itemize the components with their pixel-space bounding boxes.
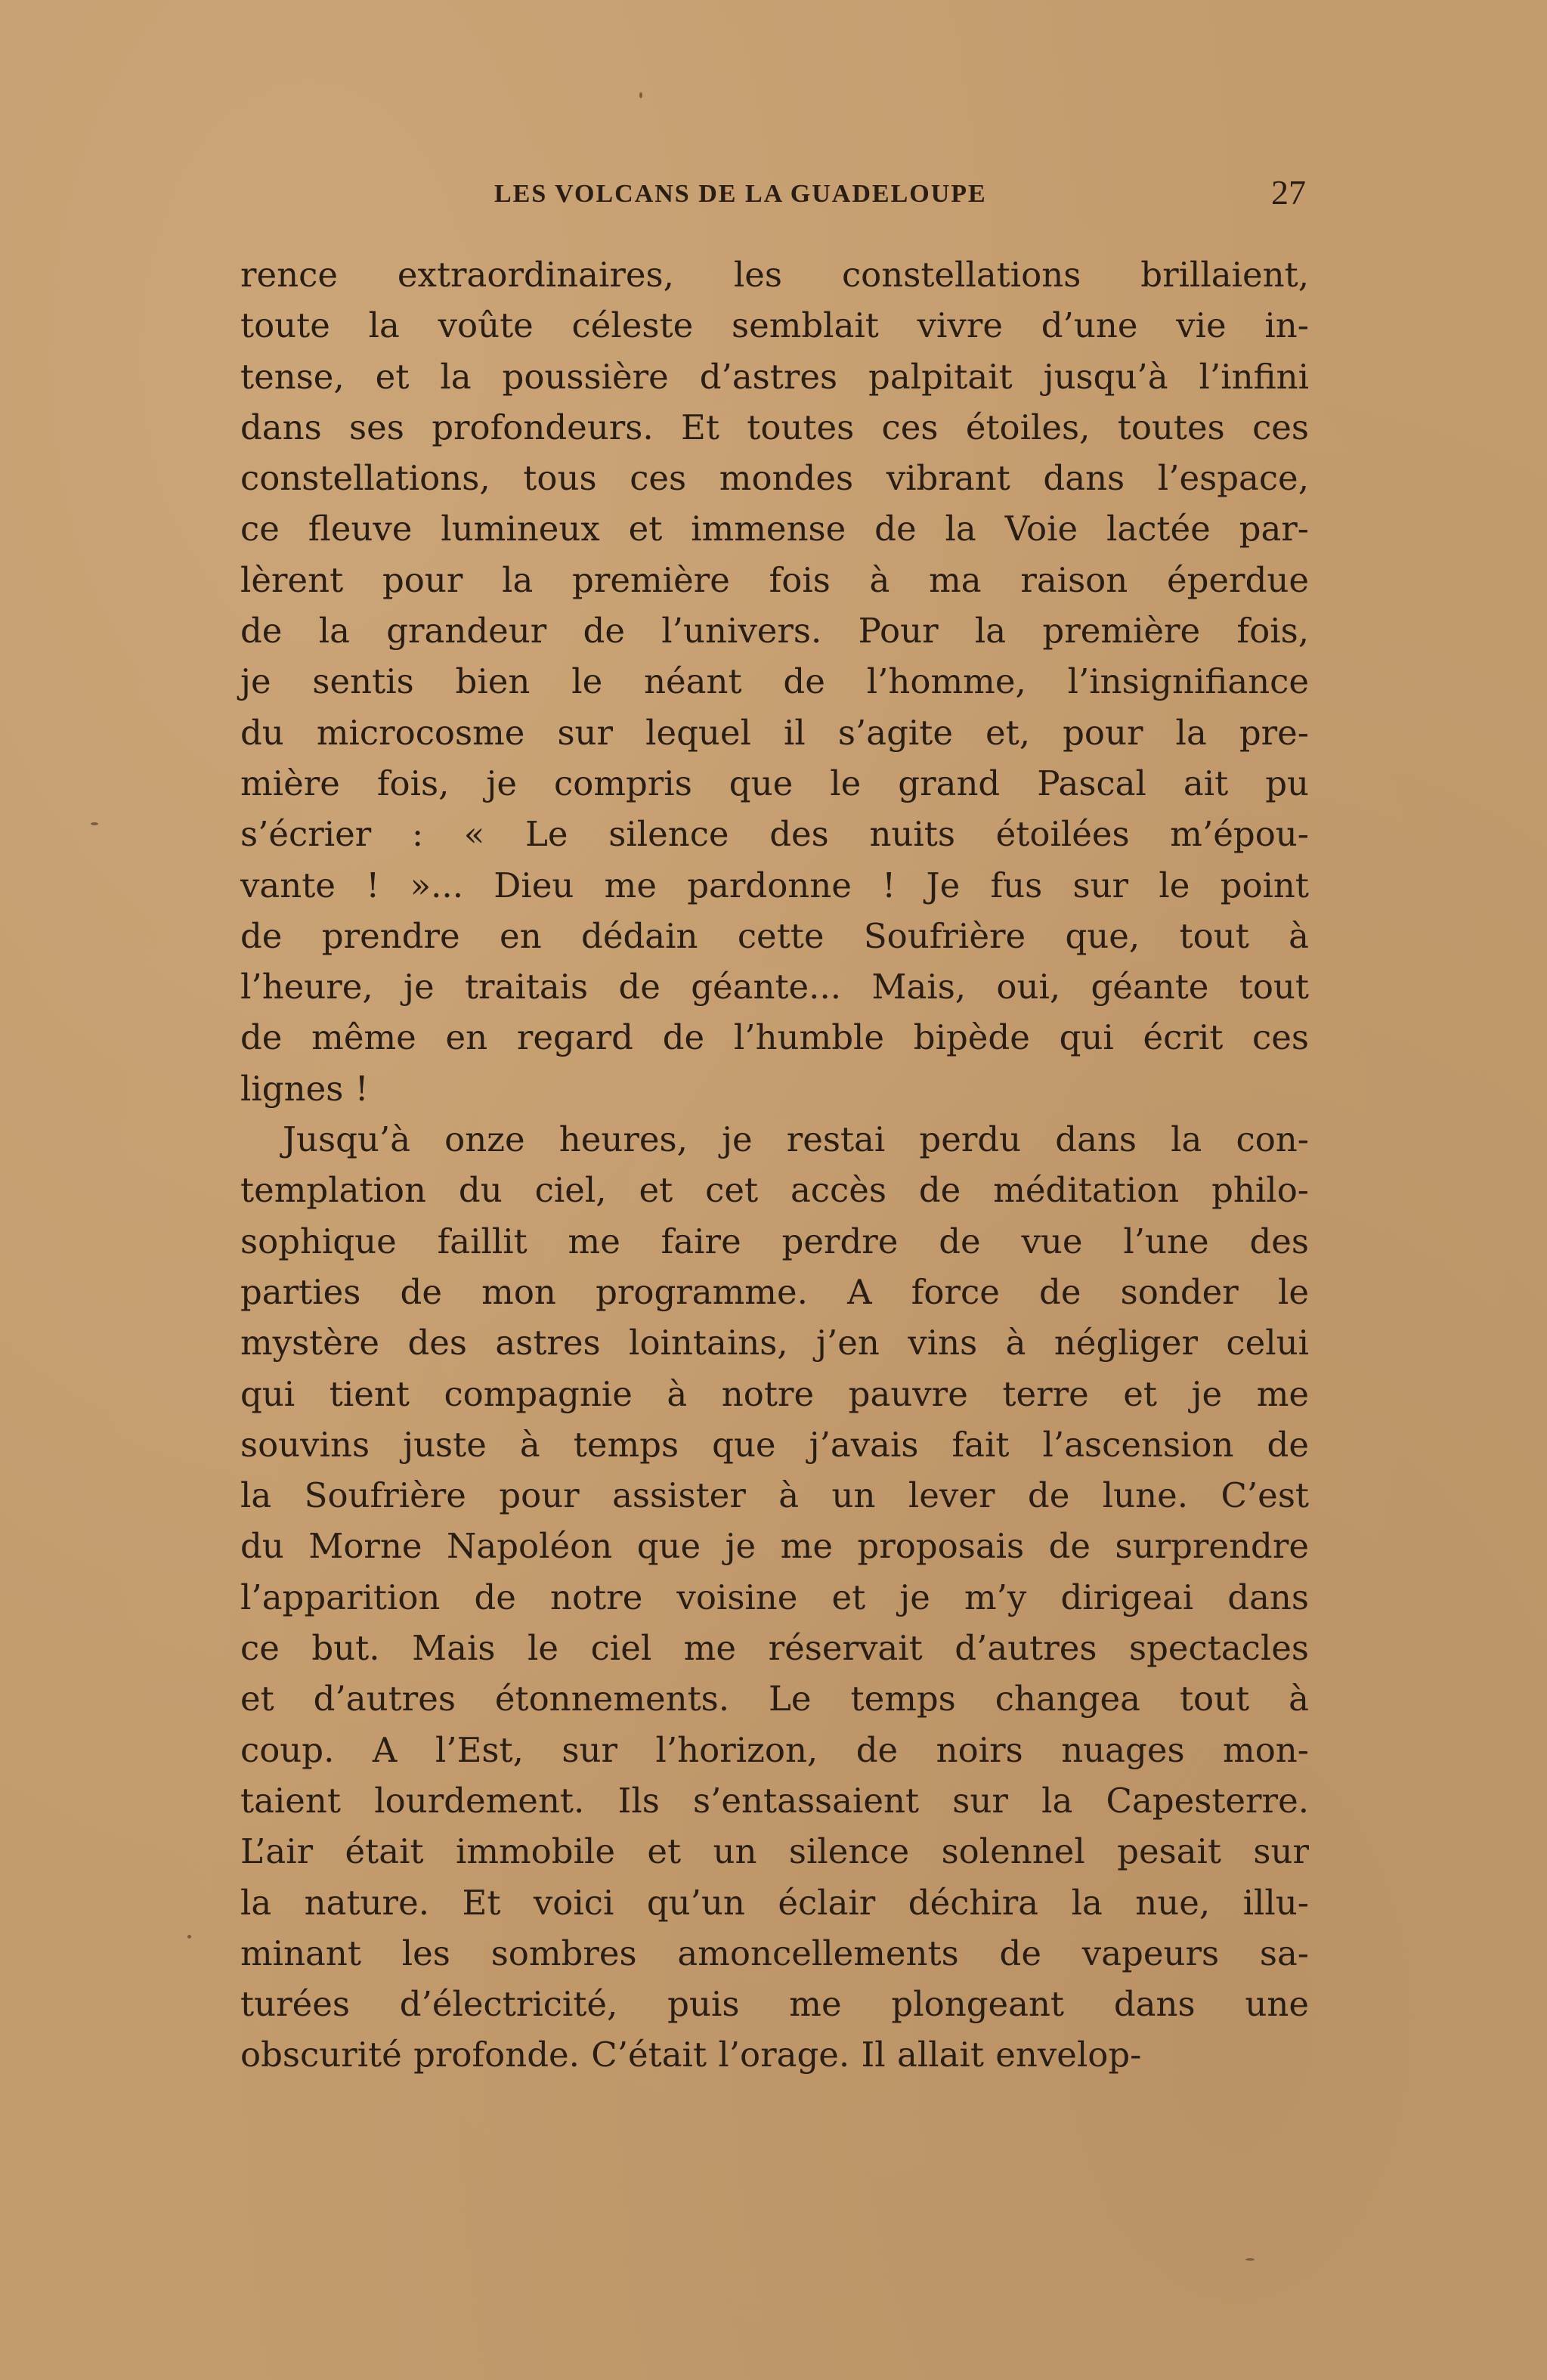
text-line: s’écrier : « Le silence des nuits étoilées m’épou- [240, 814, 1309, 855]
text-line: templation du ciel, et cet accès de méditation philo- [240, 1170, 1309, 1211]
text-line: dans ses profondeurs. Et toutes ces étoiles, toutes ces [240, 407, 1309, 447]
paper-speck [91, 822, 98, 825]
text-line: taient lourdement. Ils s’entassaient sur la Capesterre. [240, 1780, 1309, 1821]
text-line: du Morne Napoléon que je me proposais de surprendre [240, 1526, 1309, 1567]
running-title: LES VOLCANS DE LA GUADELOUPE [494, 180, 987, 208]
text-line: de prendre en dédain cette Soufrière que, tout à [240, 915, 1309, 956]
body-text [240, 249, 1309, 2081]
text-line: rence extraordinaires, les constellations brillaient, [240, 255, 1309, 295]
text-line: sophique faillit me faire perdre de vue l’une des [240, 1221, 1309, 1261]
text-line: l’heure, je traitais de géante... Mais, oui, géante tout [240, 967, 1309, 1007]
text-line: tense, et la poussière d’astres palpitait jusqu’à l’infini [240, 356, 1309, 397]
text-line: qui tient compagnie à notre pauvre terre et je me [240, 1373, 1309, 1414]
text-line: mière fois, je compris que le grand Pascal ait pu [240, 763, 1309, 803]
text-line: coup. A l’Est, sur l’horizon, de noirs nuages mon- [240, 1729, 1309, 1770]
text-line: mystère des astres lointains, j’en vins à négliger celui [240, 1323, 1309, 1363]
text-line: de la grandeur de l’univers. Pour la première fois, [240, 611, 1309, 651]
text-line: toute la voûte céleste semblait vivre d’une vie in- [240, 305, 1309, 346]
text-line: la Soufrière pour assister à un lever de lune. C’est [240, 1475, 1309, 1516]
text-line: du microcosme sur lequel il s’agite et, pour la pre- [240, 712, 1309, 753]
text-line: ce but. Mais le ciel me réservait d’autres spectacles [240, 1628, 1309, 1669]
text-line: souvins juste à temps que j’avais fait l’ascension de [240, 1424, 1309, 1465]
paper-speck [1245, 2258, 1255, 2261]
text-line: et d’autres étonnements. Le temps changea tout à [240, 1679, 1309, 1719]
text-line: obscurité profonde. C’était l’orage. Il allait envelop- [240, 2035, 1142, 2075]
paragraph [240, 249, 1309, 1114]
text-line: je sentis bien le néant de l’homme, l’insignifiance [240, 661, 1309, 702]
page-number: 27 [1271, 173, 1306, 212]
paragraph [240, 1114, 1309, 2081]
text-line: de même en regard de l’humble bipède qui écrit ces [240, 1017, 1309, 1058]
text-line: ce fleuve lumineux et immense de la Voie lactée par- [240, 509, 1309, 549]
text-line: la nature. Et voici qu’un éclair déchira la nue, illu- [240, 1882, 1309, 1923]
text-line: minant les sombres amoncellements de vapeurs sa- [240, 1933, 1309, 1973]
text-line: constellations, tous ces mondes vibrant dans l’espace, [240, 458, 1309, 499]
text-line: turées d’électricité, puis me plongeant dans une [240, 1984, 1309, 2025]
text-line: parties de mon programme. A force de sonder le [240, 1271, 1309, 1312]
paper-speck [639, 92, 642, 98]
text-line: Jusqu’à onze heures, je restai perdu dans la con- [283, 1119, 1309, 1160]
text-line: L’air était immobile et un silence solennel pesait sur [240, 1831, 1309, 1872]
text-line: l’apparition de notre voisine et je m’y dirigeai dans [240, 1577, 1309, 1617]
text-line: vante ! »... Dieu me pardonne ! Je fus sur le point [240, 865, 1309, 905]
text-line: lignes ! [240, 1068, 369, 1109]
paper-speck [187, 1935, 191, 1939]
text-line: lèrent pour la première fois à ma raison éperdue [240, 559, 1309, 600]
